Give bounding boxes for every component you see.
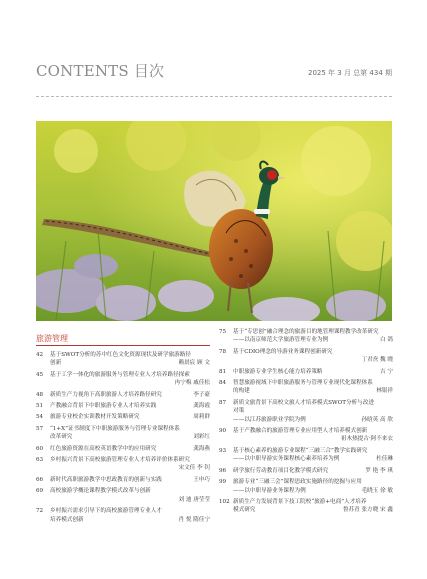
toc-left-column [36,351,210,527]
toc-page-number: 48 [36,391,44,398]
toc-author: 白 鸽 [380,337,393,344]
toc-title-line: 基于CDIO理念的导游业务课程创新研究 [233,348,333,355]
toc-author: 丁君焘 魏 晓 [361,357,393,364]
toc-title-line: ——以中职导游实务课程核心素养培养为例 [233,456,340,463]
toc-page-number: 84 [219,380,227,387]
toc-entry[interactable] [36,507,210,524]
issue-info: 2025 年 3 月 总第 434 期 [308,69,392,77]
toc-indent [36,516,50,524]
toc-author: 孙晗英 高 欣 [361,416,393,423]
toc-indent [219,506,233,514]
toc-author: 肖 悦 隋佳宁 [178,516,210,523]
toc-title-line: 旅游专业“三融三会”课程思政实施路径的挖掘与应用 [233,479,362,486]
toc-title-line: ——以南京师范大学旅游管理专业为例 [233,337,329,344]
toc-entry[interactable] [219,379,393,396]
toc-right-column [219,328,393,518]
toc-author: 李子豪 [193,391,210,398]
toc-title-line [50,496,174,504]
toc-indent [36,496,50,504]
section-rule [36,345,210,346]
toc-entry[interactable] [36,413,210,421]
toc-entry[interactable] [219,427,393,444]
toc-indent [36,464,50,472]
toc-title-line: 模式研究 [233,507,256,514]
toc-title-line: 乡村振兴背景下高校旅游管理专业人才培养评价体系研究 [50,457,190,464]
toc-title-line: ——以江苏旅游职业学院为例 [233,416,306,423]
toc-entry[interactable] [36,445,210,453]
toc-page-number: 69 [36,488,44,495]
toc-page-number: 66 [36,476,44,483]
toc-entry[interactable] [219,447,393,464]
toc-title-line: 对策 [233,408,245,415]
toc-page-number: 87 [219,399,227,406]
toc-title-line: 研学旅行劳动教育项目化教学模式研究 [233,467,329,474]
toc-page-number: 72 [36,508,44,515]
toc-title-line: 新质生产力视角下高职旅游人才培养路径研究 [50,391,162,398]
toc-page-number: 57 [36,425,44,432]
toc-page-number: 78 [219,348,227,355]
toc-author: 刘彩红 [193,434,210,441]
toc-indent [219,356,233,364]
toc-title-line: 乡村振兴需求引导下的高校旅游管理专业人才 [50,508,162,515]
toc-author: 龚海燕 [193,445,210,452]
toc-title-line [50,464,174,472]
toc-entry[interactable] [219,498,393,515]
toc-page-number: 63 [36,457,44,464]
toc-title-line [50,379,171,387]
toc-title-line: 旅游专业校企实训教材开发策略研究 [50,414,140,421]
toc-author: 冉宁梅 戚佳松 [174,380,210,387]
toc-indent [219,416,233,424]
toc-entry[interactable] [36,351,210,368]
toc-indent [36,379,50,387]
toc-title-line: 基于工学一体化的旅游服务与管理专业人才培养路径探索 [50,371,190,378]
toc-page-number: 102 [219,498,230,505]
toc-entry[interactable] [36,476,210,484]
toc-indent [36,359,50,367]
toc-indent [219,487,233,495]
toc-indent [219,336,233,344]
toc-entry[interactable] [36,402,210,410]
toc-entry[interactable] [219,467,393,475]
toc-author: 吉 宁 [380,368,393,375]
toc-title-line: 高校旅游学概论课程教学模式改革与创新 [50,488,151,495]
toc-title-line: 中职旅游专业学生核心能力培养策略 [233,368,323,375]
toc-page-number: 93 [219,447,227,454]
toc-author: 祖木热提古·阿不来衣 [340,436,393,443]
toc-entry[interactable] [219,328,393,345]
toc-page-number: 75 [219,329,227,335]
pheasant-photo [36,121,392,321]
toc-author: 林银祥 [376,388,393,395]
toc-entry[interactable] [36,425,210,442]
toc-entry[interactable] [219,348,393,365]
toc-title-line: 的构建 [233,388,250,395]
section-title: 旅游管理 [36,334,68,343]
toc-page-number: 45 [36,371,44,378]
toc-entry[interactable] [36,391,210,399]
toc-entry[interactable] [36,487,210,504]
toc-entry[interactable] [36,456,210,473]
toc-author: 龚海霞 [193,403,210,410]
toc-page-number: 42 [36,352,44,358]
toc-indent [219,435,233,443]
toc-author: 毛晓玉 徐 敏 [361,487,393,494]
toc-indent [219,455,233,463]
toc-title-line: 基于核心素养的旅游专业课程“三融三合”教学实践研究 [233,447,368,454]
toc-title-line: 改革研究 [50,434,73,441]
toc-page-number: 99 [219,479,227,486]
toc-page-number: 81 [219,368,227,375]
toc-entry[interactable] [219,399,393,424]
toc-author: 鲁苏青 张方晓 宋 鑫 [342,507,393,514]
toc-title-line [233,435,337,443]
toc-title-line: 红色旅游资源在高校英语教学中的应用研究 [50,445,157,452]
toc-author: 宋文佳 李 钊 [178,465,210,472]
toc-title-line: 基于SWOT分析的苏中红色文化资源现状及研学旅游路径 [50,352,191,358]
toc-title-line: “1+X”证书制度下中职旅游服务与管理专业课程体系 [50,425,180,432]
toc-title-line: 智慧旅游视域下中职旅游服务与管理专业现代化课程体系 [233,380,373,387]
toc-title-line: 培养模式创新 [50,516,84,523]
toc-title-line: 创新 [50,360,62,367]
toc-indent [219,407,233,415]
toc-page-number: 90 [219,428,227,435]
toc-author: 罗 艳 李 琪 [365,467,393,474]
toc-page-number: 96 [219,467,227,474]
toc-title-line: 新质文旅背景下高校文旅人才培养模式SWOT分析与改进 [233,399,374,406]
toc-entry[interactable] [36,371,210,388]
toc-indent [36,433,50,441]
contents-title: CONTENTS 目次 [36,62,165,80]
toc-title-line: 产教融合背景下中职旅游专业人才培养实践 [50,403,157,410]
header-divider [36,96,392,97]
toc-author: 刘 迪 唐莹莹 [178,496,210,503]
toc-indent [219,387,233,395]
toc-author: 杜佳琳 [376,456,393,463]
toc-page-number: 60 [36,445,44,452]
header [36,60,392,84]
toc-page-number: 51 [36,403,44,410]
toc-author: 王申巧 [193,476,210,483]
toc-title-line: 新时代高职旅游教学中思政教育的创新与实践 [50,476,162,483]
toc-page-number: 54 [36,414,44,421]
pheasant-image [36,121,392,321]
toc-entry[interactable] [219,478,393,495]
toc-title-line: 基于产教融合的旅游管理专业应用型人才培养模式创新 [233,428,368,435]
toc-title-line: 基于“专思创”融合理念的旅游目的地管理课程教学改革研究 [233,329,379,335]
toc-title-line [233,356,357,364]
toc-entry[interactable] [219,368,393,376]
toc-title-line: ——以中职导游业务课程为例 [233,487,306,494]
toc-author: 赖晨宸 顾 文 [178,360,210,367]
toc-title-line: 新质生产力发展背景下技工院校“旅游+电商”人才培养 [233,498,367,505]
toc-author: 周莉群 [193,414,210,421]
